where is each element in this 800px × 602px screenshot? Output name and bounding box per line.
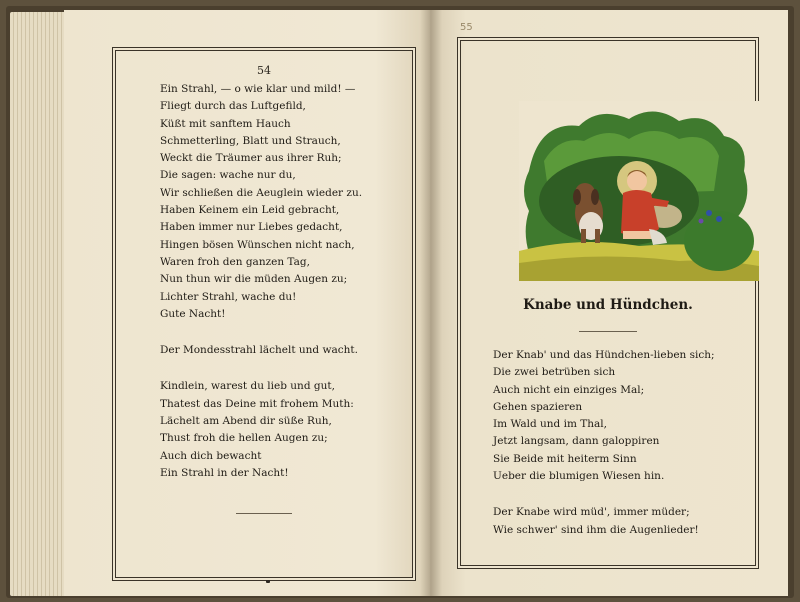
- poem-line: Kindlein, warest du lieb und gut,: [160, 380, 335, 393]
- poem-line: Gute Nacht!: [160, 307, 226, 320]
- stanza-2: [160, 342, 362, 359]
- margin-number: 55: [460, 22, 473, 33]
- poem-line: Im Wald und im Thal,: [493, 418, 607, 431]
- left-page: [64, 10, 430, 596]
- left-page-frame: [115, 50, 413, 578]
- poem-line: Schmetterling, Blatt und Strauch,: [160, 134, 341, 147]
- illustration-boy-and-dog: [519, 101, 759, 281]
- poem-line: Hingen bösen Wünschen nicht nach,: [160, 238, 355, 251]
- poem-line: Auch dich bewacht: [160, 449, 262, 462]
- poem-line: Wie schwer' sind ihm die Augenlieder!: [493, 523, 699, 536]
- poem-line: Gehen spazieren: [493, 400, 583, 413]
- poem-line: Küßt mit sanftem Hauch: [160, 117, 291, 130]
- poem-line: Haben immer nur Liebes gedacht,: [160, 221, 343, 234]
- poem-line: Ein Strahl, — o wie klar und mild! —: [160, 83, 356, 95]
- poem-line: Die sagen: wache nur du,: [160, 169, 296, 182]
- poem-line: Lichter Strahl, wache du!: [160, 290, 297, 303]
- stanza-1: [160, 81, 362, 323]
- right-poem: [493, 347, 715, 539]
- right-page: [430, 10, 788, 596]
- poem-line: Der Knabe wird müd', immer müder;: [493, 506, 690, 519]
- poem-line: Fliegt durch das Luftgefild,: [160, 100, 306, 113]
- poem-line: Nun thun wir die müden Augen zu;: [160, 273, 348, 286]
- poem-line: Die zwei betrüben sich: [493, 366, 616, 379]
- poem-line: Waren froh den ganzen Tag,: [160, 255, 310, 268]
- poem-line: Haben Keinem ein Leid gebracht,: [160, 204, 340, 217]
- end-rule: [236, 513, 292, 514]
- title-rule: [579, 331, 637, 332]
- poem-line: Thust froh die hellen Augen zu;: [160, 432, 328, 445]
- stanza-2: [493, 504, 715, 539]
- book-spine: [420, 10, 442, 596]
- stanza-1: [493, 347, 715, 485]
- poem-line: Auch nicht ein einziges Mal;: [493, 383, 645, 396]
- poem-title: Knabe und Hündchen.: [523, 297, 693, 313]
- poem-line: Weckt die Träumer aus ihrer Ruh;: [160, 152, 342, 165]
- poem-line: Sie Beide mit heiterm Sinn: [493, 452, 637, 465]
- right-page-frame: [460, 40, 756, 566]
- ink-mark: [266, 580, 270, 583]
- poem-line: Ein Strahl in der Nacht!: [160, 466, 289, 479]
- poem-line: Jetzt langsam, dann galoppiren: [493, 435, 660, 448]
- page-number: 54: [257, 64, 271, 77]
- poem-line: Der Knab' und das Hündchen-lieben sich;: [493, 349, 715, 361]
- poem-line: Ueber die blumigen Wiesen hin.: [493, 470, 665, 483]
- poem-line: Thatest das Deine mit frohem Muth:: [160, 397, 354, 410]
- left-poem: [160, 81, 362, 482]
- poem-line: Wir schließen die Aeuglein wieder zu.: [160, 186, 363, 199]
- stanza-3: [160, 378, 362, 482]
- poem-line: Der Mondesstrahl lächelt und wacht.: [160, 344, 358, 357]
- poem-line: Lächelt am Abend dir süße Ruh,: [160, 415, 332, 428]
